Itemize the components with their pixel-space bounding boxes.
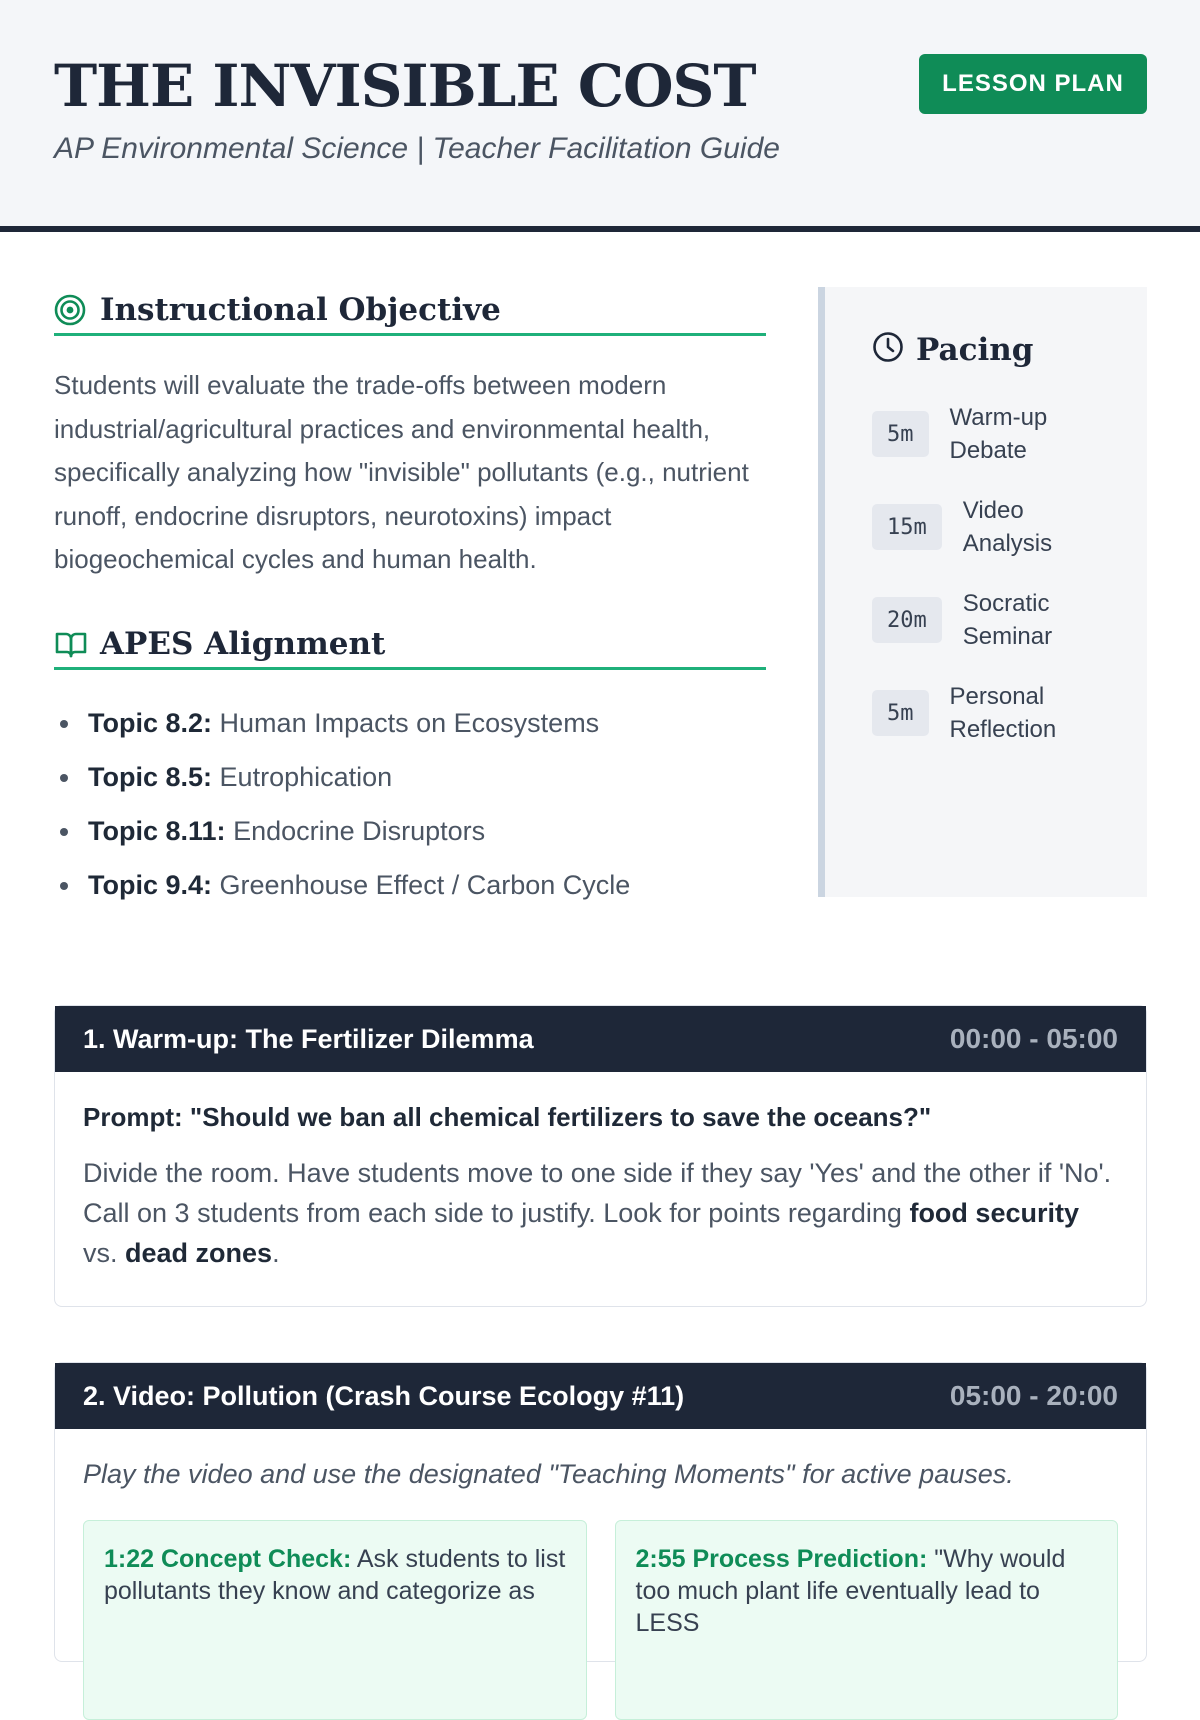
pacing-label: Warm-up Debate bbox=[949, 404, 1048, 464]
topic-list bbox=[54, 696, 766, 912]
teaching-moment-card bbox=[83, 1520, 587, 1720]
topic-code: Topic 8.5: bbox=[88, 762, 213, 792]
topic-code: Topic 8.11: bbox=[88, 816, 226, 846]
target-icon bbox=[54, 293, 88, 327]
warmup-instructions: Divide the room. Have students move to one side if they say 'Yes' and the other if 'No'. Call on 3 students from each side to justify. Look for points regarding food security vs. dead zones. bbox=[83, 1158, 1112, 1268]
topic-name: Endocrine Disruptors bbox=[233, 816, 486, 846]
duration-chip: 15m bbox=[872, 504, 942, 550]
pacing-label: Video Analysis bbox=[962, 497, 1053, 557]
warmup-prompt: Prompt: "Should we ban all chemical fertilizers to save the oceans?" bbox=[83, 1102, 932, 1132]
objective-text: Students will evaluate the trade-offs between modern industrial/agricultural practices and environmental health, specifically analyzing how "invisible" pollutants (e.g., nutrient runoff, endocrine disruptors, neurotoxins) impact biogeochemical cycles and human health. bbox=[54, 370, 749, 574]
duration-chip: 5m bbox=[872, 690, 929, 736]
pacing-panel bbox=[818, 287, 1147, 897]
pacing-heading bbox=[872, 331, 1033, 368]
teaching-moments bbox=[83, 1520, 1118, 1720]
alignment-heading-label: APES Alignment bbox=[100, 625, 386, 662]
dead-zones-emphasis: dead zones bbox=[125, 1238, 273, 1268]
video-card bbox=[54, 1362, 1147, 1662]
warmup-card bbox=[54, 1005, 1147, 1307]
list-item bbox=[54, 804, 766, 858]
card-title: 2. Video: Pollution (Crash Course Ecology #11) bbox=[83, 1380, 685, 1411]
teaching-moment-card bbox=[615, 1520, 1119, 1720]
pacing-label: Personal Reflection bbox=[949, 683, 1057, 743]
card-time: 00:00 - 05:00 bbox=[949, 1023, 1118, 1054]
duration-chip: 20m bbox=[872, 597, 942, 643]
list-item bbox=[54, 750, 766, 804]
topic-name: Eutrophication bbox=[219, 762, 393, 792]
objective-heading bbox=[54, 286, 766, 336]
pacing-heading-label: Pacing bbox=[916, 331, 1034, 368]
book-open-icon bbox=[54, 627, 88, 661]
moment-text: "Why would too much plant life eventually lead to LESS bbox=[635, 1545, 1066, 1637]
pacing-item bbox=[872, 401, 1070, 467]
pacing-item bbox=[872, 587, 1083, 653]
topic-code: Topic 8.2: bbox=[88, 708, 213, 738]
pacing-item bbox=[872, 680, 1070, 746]
moment-text: Ask students to list pollutants they know and categorize as bbox=[104, 1545, 566, 1605]
card-title: 1. Warm-up: The Fertilizer Dilemma bbox=[83, 1023, 534, 1054]
card-header bbox=[55, 1006, 1146, 1072]
topic-name: Greenhouse Effect / Carbon Cycle bbox=[219, 870, 631, 900]
pacing-label: Socratic Seminar bbox=[962, 590, 1053, 650]
list-item bbox=[54, 858, 766, 912]
moment-label: 2:55 Process Prediction: bbox=[635, 1545, 928, 1573]
moment-label: 1:22 Concept Check: bbox=[104, 1545, 352, 1573]
alignment-heading bbox=[54, 620, 766, 670]
video-intro: Play the video and use the designated "Teaching Moments" for active pauses. bbox=[83, 1459, 1014, 1489]
list-item bbox=[54, 696, 766, 750]
lesson-plan-badge: LESSON PLAN bbox=[919, 54, 1147, 114]
page-header bbox=[0, 0, 1200, 232]
food-security-emphasis: food security bbox=[909, 1198, 1079, 1228]
topic-code: Topic 9.4: bbox=[88, 870, 213, 900]
card-time: 05:00 - 20:00 bbox=[949, 1380, 1118, 1411]
page-subtitle: AP Environmental Science | Teacher Facilitation Guide bbox=[54, 132, 780, 165]
pacing-item bbox=[872, 494, 1083, 560]
objective-heading-label: Instructional Objective bbox=[100, 291, 501, 328]
card-header bbox=[55, 1363, 1146, 1429]
clock-icon bbox=[872, 331, 904, 368]
topic-name: Human Impacts on Ecosystems bbox=[219, 708, 600, 738]
duration-chip: 5m bbox=[872, 411, 929, 457]
page-title: THE INVISIBLE COST bbox=[54, 52, 756, 120]
